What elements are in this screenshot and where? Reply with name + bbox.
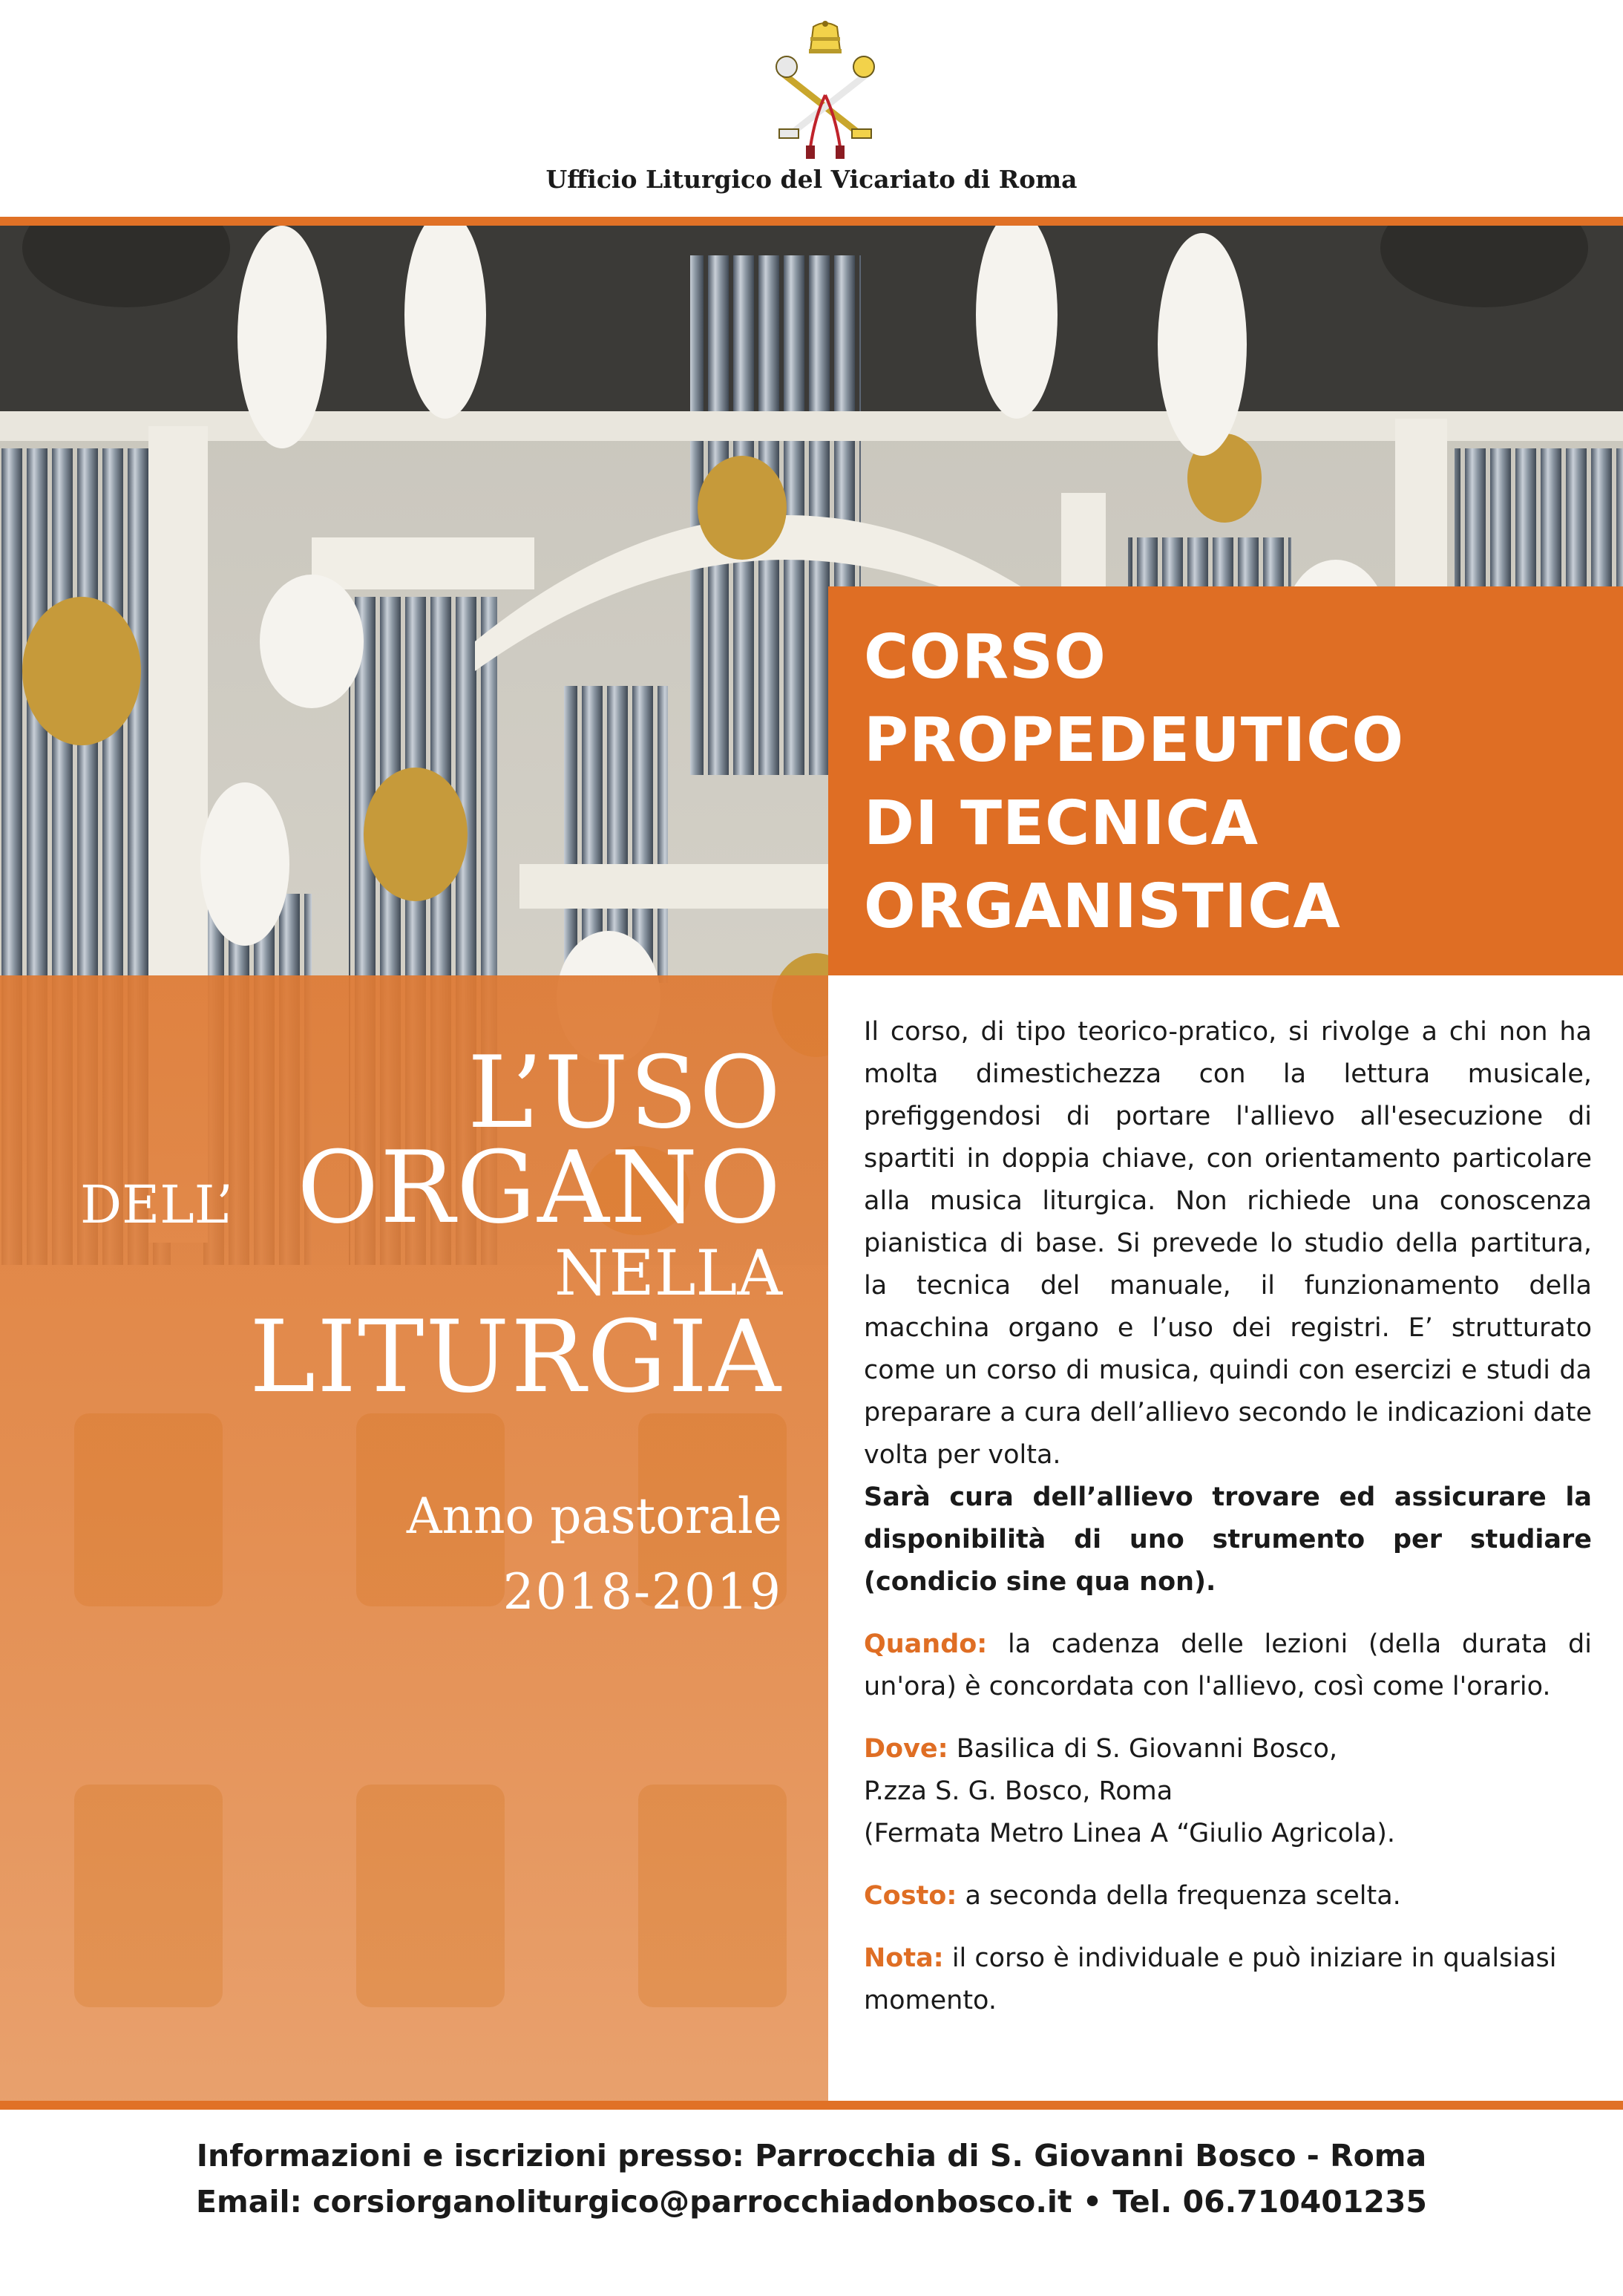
footer-contact[interactable]: Email: corsiorganoliturgico@parrocchiadonbosco.it • Tel. 06.710401235 — [196, 2184, 1427, 2220]
cost-text: a seconda della frequenza scelta. — [965, 1881, 1401, 1911]
poster-title-nella: NELLA — [554, 1237, 782, 1309]
page-footer — [0, 2110, 1623, 2296]
poster-title-organo: ORGANO — [297, 1130, 782, 1246]
year-range: 2018-2019 — [502, 1563, 782, 1620]
where-label: Dove: — [864, 1734, 948, 1764]
course-title-line-2: PROPEDEUTICO — [864, 705, 1405, 776]
bottom-orange-rule — [0, 2101, 1623, 2110]
footer-info: Informazioni e iscrizioni presso: Parrocchia di S. Giovanni Bosco - Roma — [196, 2138, 1427, 2174]
note-text: il corso è individuale e può iniziare in qualsiasi momento. — [864, 1943, 1557, 2015]
page-header — [0, 0, 1623, 215]
when-label: Quando: — [864, 1629, 988, 1659]
office-title: Ufficio Liturgico del Vicariato di Roma — [545, 165, 1078, 194]
poster-title-liturgia: LITURGIA — [249, 1299, 782, 1415]
course-title-line-1: CORSO — [864, 622, 1106, 693]
course-requirement: Sarà cura dell’allievo trovare ed assicurare la disponibilità di uno strumento per studiare (condicio sine qua non). — [864, 1482, 1592, 1597]
course-title-box — [828, 586, 1623, 975]
info-cost — [864, 1875, 1592, 1917]
where-line-3: (Fermata Metro Linea A “Giulio Agricola). — [864, 1819, 1395, 1848]
course-info — [828, 975, 1623, 2101]
info-note — [864, 1937, 1592, 2022]
info-where — [864, 1728, 1592, 1855]
course-title-line-3: DI TECNICA — [864, 788, 1259, 859]
top-orange-rule — [0, 217, 1623, 226]
poster-title-dell: DELL’ — [80, 1174, 233, 1235]
course-description: Il corso, di tipo teorico-pratico, si rivolge a chi non ha molta dimestichezza con la lettura musicale, prefiggendosi di portare l'allievo all'esecuzione di spartiti in doppia chiave, con orientamento particolare alla musica liturgica. Non richiede una conoscenza pianistica di base. Si prevede lo studio della partitura, la tecnica del manuale, il funzionamento della macchina organo e l’uso dei registri. E’ strutturato come un corso di musica, quindi con esercizi e studi da preparare a cura dell’allievo secondo le indicazioni date volta per volta. — [864, 1017, 1592, 1470]
when-text: la cadenza delle lezioni (della durata di un'ora) è concordata con l'allievo, così come l'orario. — [864, 1629, 1592, 1701]
poster-title-luso: L’USO — [467, 1035, 782, 1151]
where-line-2: P.zza S. G. Bosco, Roma — [864, 1776, 1173, 1806]
poster-title-panel — [0, 975, 828, 2101]
where-line-1: Basilica di S. Giovanni Bosco, — [956, 1734, 1338, 1764]
papal-keys-emblem-icon — [770, 21, 880, 162]
cost-label: Costo: — [864, 1881, 957, 1911]
course-title-line-4: ORGANISTICA — [864, 871, 1341, 942]
info-when — [864, 1623, 1592, 1708]
year-label: Anno pastorale — [406, 1488, 782, 1545]
note-label: Nota: — [864, 1943, 944, 1973]
